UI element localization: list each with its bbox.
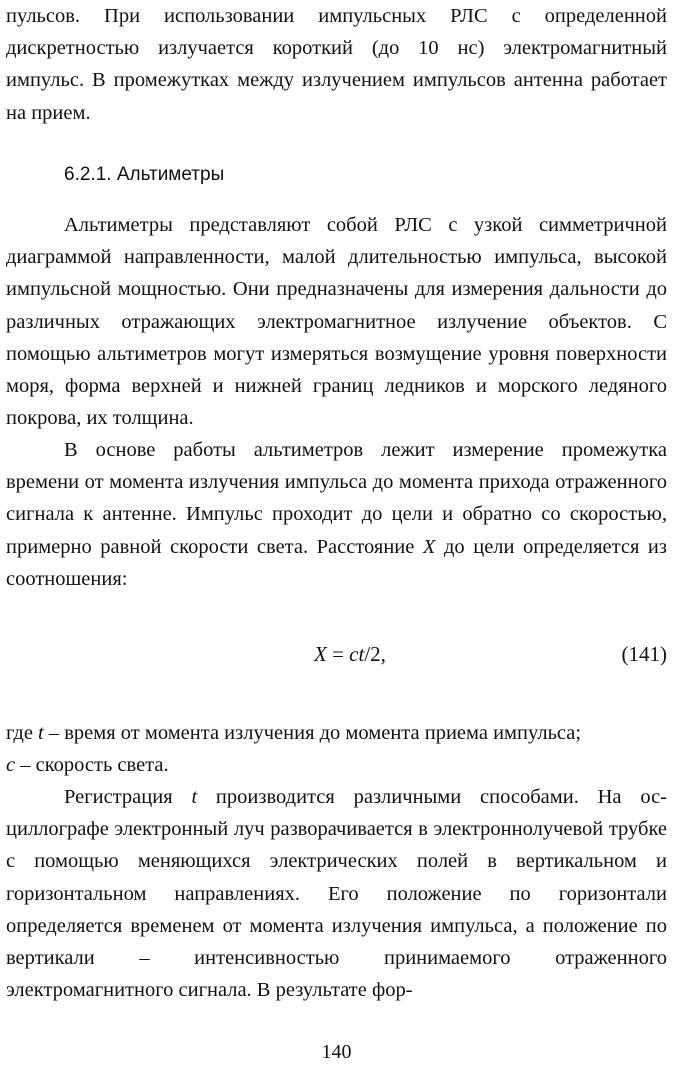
formula-lhs: X (314, 642, 327, 666)
paragraph-where (6, 717, 667, 781)
variable-x: X (422, 535, 436, 558)
formula-equals: = (326, 642, 350, 666)
equation-141 (6, 638, 667, 670)
equation-number: (141) (621, 642, 667, 666)
paragraph-altimeters-definition (6, 209, 667, 434)
paragraph-text: Регистрация (64, 786, 192, 808)
paragraph-altimeter-principle (6, 434, 667, 595)
paragraph-text: В основе работы альтиметров лежит измерение промежутка времени от момента излучения импульса до момента прихода отраженного сигнала к антенне. Импульс проходит до цели и обратно со скоростью, примерно равной скорости света. Расстояние (6, 439, 667, 558)
variable-t: t (38, 722, 44, 744)
paragraph-text: – время от момента излучения до момента приема импульса; (43, 722, 582, 744)
section-heading: 6.2.1. Альтиметры (64, 164, 225, 185)
page-number: 140 (321, 1041, 352, 1063)
paragraph-continuation (6, 0, 667, 129)
variable-t: t (191, 786, 198, 808)
variable-c: c (6, 754, 16, 777)
paragraph-text: пульсов. При использовании импульсных РЛС с определенной дискретностью излучается короткий (до 10 нс) электромагнитный импульс. В промежутках между излучением импульсов антенна работает на прием. (6, 5, 667, 124)
paragraph-registration (6, 781, 667, 1006)
paragraph-text: Альтиметры представляют собой РЛС с узкой симметричной диаграммой направленности, малой длительностью импульса, высокой импульсной мощностью. Они предназначены для измерения дальности до различных отражающих электромагнитное излучение объектов. С помощью альтиметров могут измеряться возмущение уровня поверхности моря, форма верхней и нижней границ ледников и морского ледяного покрова, их толщина. (6, 214, 667, 430)
formula-t: t (358, 642, 365, 666)
formula (314, 638, 386, 670)
paragraph-text: до цели определяется из соотношения: (6, 535, 667, 590)
paragraph-text: где (6, 722, 39, 744)
paragraph-text: – скорость света. (15, 754, 169, 777)
formula-rest: /2, (364, 642, 386, 666)
formula-c: c (349, 642, 359, 666)
paragraph-text: производится различными способами. На осциллографе электронный луч разворачивается в электроннолучевой трубке с помощью меняющихся электрических полей в вертикальном и горизонтальном направлениях. Его положение по горизонтали определяется временем от момента излучения импульса, а положение по вертикали – интенсивностью принимаемого отраженного электромагнитного сигнала. В результате фор- (6, 786, 668, 1002)
